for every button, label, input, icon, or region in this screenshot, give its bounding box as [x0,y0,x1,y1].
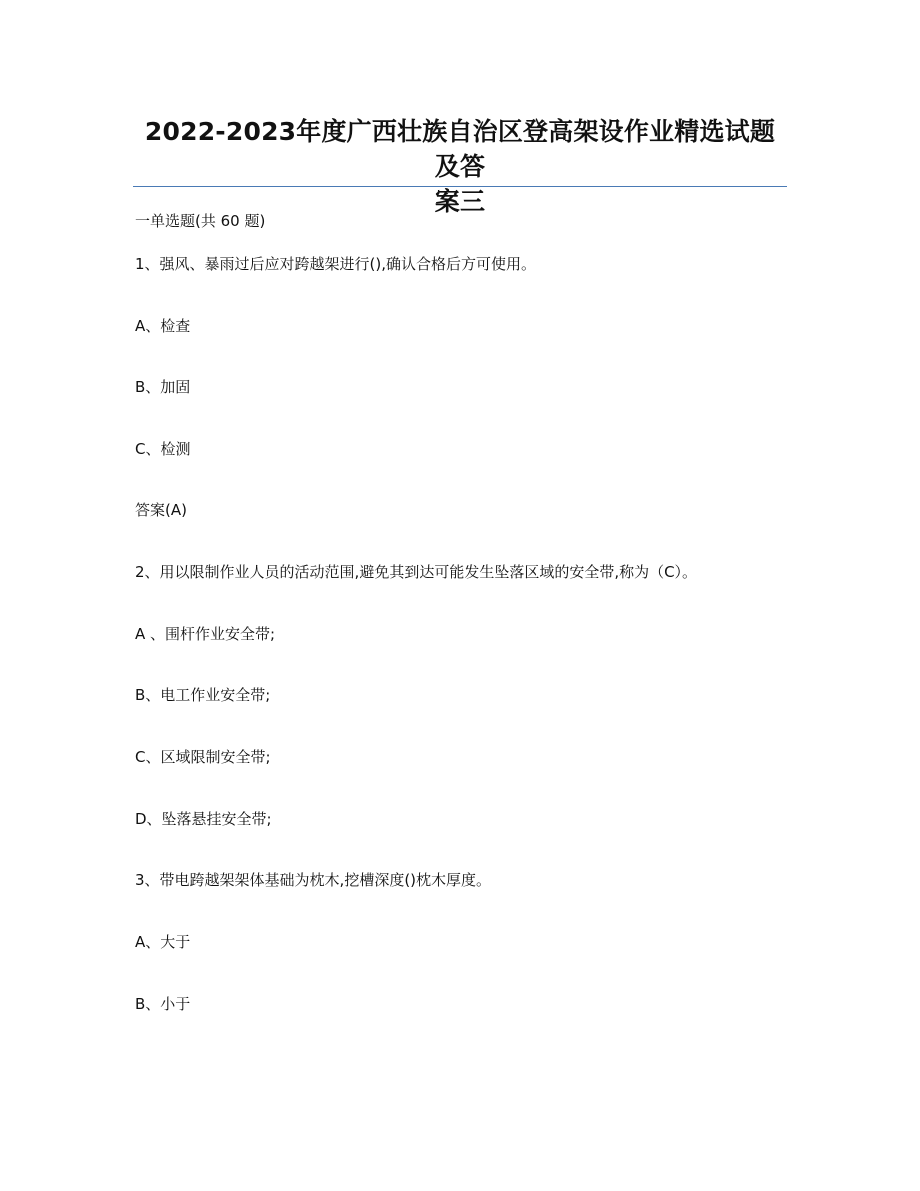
title-divider [133,186,787,187]
section-header: 一单选题(共 60 题) [135,212,266,230]
question-2-option-c: C、区域限制安全带; [135,748,271,766]
question-1-option-a: A、检查 [135,317,191,335]
question-1-stem: 1、强风、暴雨过后应对跨越架进行(),确认合格后方可使用。 [135,255,537,273]
question-1-option-c: C、检测 [135,440,191,458]
question-3-option-a: A、大于 [135,933,191,951]
question-3-option-b: B、小于 [135,995,191,1013]
question-2-option-d: D、坠落悬挂安全带; [135,810,272,828]
question-3-stem: 3、带电跨越架架体基础为枕木,挖槽深度()枕木厚度。 [135,871,492,889]
document-title [133,114,787,219]
document-title-line1: 2022-2023年度广西壮族自治区登高架设作业精选试题及答 [144,117,776,181]
question-2-option-b: B、电工作业安全带; [135,686,271,704]
question-2-stem: 2、用以限制作业人员的活动范围,避免其到达可能发生坠落区域的安全带,称为（C）。 [135,563,698,581]
question-1-option-b: B、加固 [135,378,191,396]
question-2-option-a: A 、围杆作业安全带; [135,625,276,643]
document-title-line2: 案三 [434,187,486,216]
question-1-answer: 答案(A) [135,501,187,519]
